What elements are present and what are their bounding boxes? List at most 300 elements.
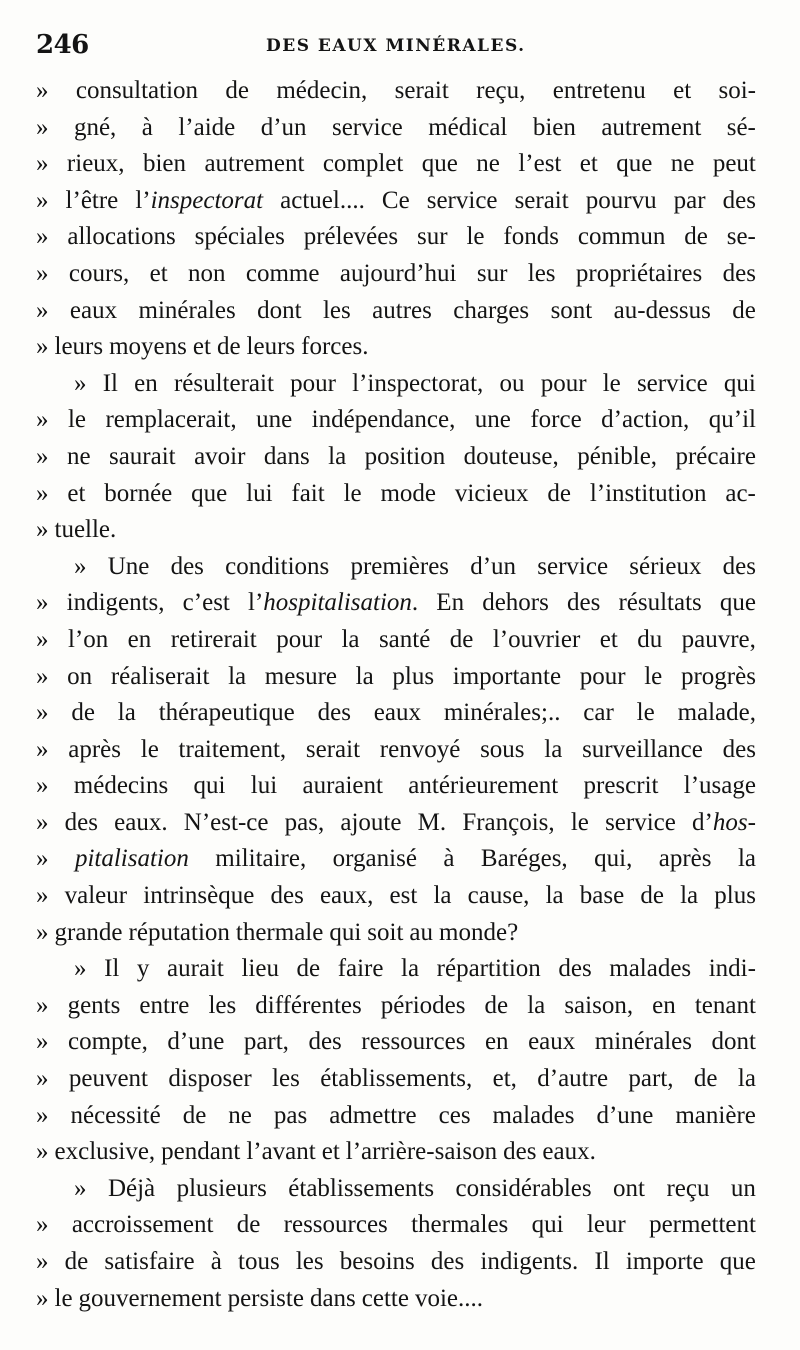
word-part: et,	[492, 1065, 517, 1093]
word-part: et	[149, 259, 168, 287]
word	[109, 333, 187, 361]
word	[36, 297, 49, 325]
word	[671, 150, 695, 178]
word	[684, 772, 756, 800]
text-line	[36, 845, 756, 882]
word-part: réaliserait	[110, 662, 210, 690]
word	[36, 882, 49, 910]
word	[422, 150, 458, 178]
word-part: établissements	[288, 1174, 435, 1202]
word	[731, 1175, 756, 1203]
word-part: après	[68, 735, 121, 763]
word-part: thermale	[235, 918, 324, 946]
word-part: à	[141, 113, 153, 141]
word	[211, 1248, 222, 1276]
word-part: gouvernement	[78, 1284, 222, 1312]
word-part: prélevées	[303, 223, 399, 251]
word	[36, 809, 49, 837]
word-part: les	[322, 296, 351, 324]
word-part: la	[737, 845, 756, 873]
word-part: »	[36, 516, 49, 544]
word	[476, 150, 500, 178]
word	[171, 553, 204, 581]
word	[108, 553, 150, 581]
word-part: la	[680, 882, 699, 910]
word	[36, 480, 49, 508]
word-part: résultats	[618, 589, 702, 617]
word-part: militaire,	[215, 845, 307, 873]
word	[738, 845, 756, 873]
word	[308, 1028, 341, 1056]
word	[533, 114, 576, 142]
word-part: la	[328, 442, 347, 470]
word	[194, 443, 245, 471]
word-part: comme	[245, 259, 320, 287]
word-part: eaux	[373, 699, 421, 727]
word-part: le	[54, 1284, 73, 1312]
word-part: que	[616, 150, 653, 178]
word	[605, 809, 676, 837]
word-part: service	[426, 186, 498, 214]
word	[179, 736, 287, 764]
word	[195, 223, 285, 251]
word-part: établissements,	[320, 1065, 473, 1093]
word	[395, 77, 449, 105]
word-part: la	[544, 735, 563, 763]
word	[36, 1285, 49, 1313]
word-part: lieu	[241, 955, 279, 983]
word	[365, 443, 446, 471]
word	[36, 699, 49, 727]
word-part: »	[36, 845, 49, 873]
word	[659, 845, 712, 873]
word	[265, 663, 337, 691]
word-part: après	[658, 845, 712, 873]
word-part: »	[36, 186, 49, 214]
word	[450, 626, 474, 654]
word	[55, 333, 104, 361]
word-part: plus	[714, 882, 756, 910]
word-part: en	[134, 369, 158, 397]
word-part: que	[719, 1248, 756, 1275]
word-part: médecin,	[276, 77, 368, 104]
word	[541, 370, 587, 398]
word-part: service	[605, 808, 676, 836]
word	[183, 589, 230, 617]
word	[236, 919, 323, 947]
word	[714, 882, 756, 910]
word	[114, 809, 167, 837]
word-part: les	[295, 1248, 324, 1275]
word-part: ne	[228, 1101, 252, 1129]
word-part: »	[74, 955, 87, 983]
word	[150, 260, 168, 288]
word	[74, 370, 87, 398]
word	[167, 1028, 224, 1056]
word	[614, 297, 711, 325]
word-part: cette	[361, 1284, 409, 1312]
word	[681, 663, 756, 691]
word	[225, 553, 329, 581]
word-part: thérapeutique	[158, 699, 295, 727]
word	[55, 919, 123, 947]
italic-word: hospitalisation	[263, 589, 412, 617]
word-part: un	[730, 1174, 756, 1202]
word-part: indigents,	[66, 589, 165, 617]
word-part: »	[36, 113, 49, 141]
word-part: de	[640, 882, 664, 910]
word-part: de	[225, 77, 250, 104]
word	[692, 809, 756, 837]
word	[79, 1285, 222, 1313]
word-part: ont	[613, 1174, 645, 1202]
word	[392, 663, 434, 691]
word	[246, 480, 272, 508]
word	[637, 699, 655, 727]
word	[537, 1065, 608, 1093]
word	[68, 1028, 148, 1056]
word	[680, 882, 698, 910]
word	[55, 1285, 73, 1313]
word-part: les	[208, 991, 237, 1019]
word	[609, 955, 691, 983]
word-part: charges	[453, 296, 530, 324]
word-part: bien	[142, 150, 187, 178]
word	[244, 1028, 289, 1056]
word-part: reçu	[666, 1174, 710, 1202]
text-line	[36, 736, 756, 773]
word	[70, 297, 117, 325]
word-part: »	[36, 1065, 49, 1093]
word	[558, 955, 591, 983]
word-part: entretenu	[552, 77, 646, 104]
word	[684, 223, 708, 251]
word-part: qui	[193, 772, 226, 800]
word-part: fonds	[503, 223, 559, 251]
word-part: grande	[54, 918, 123, 946]
word-part: »	[74, 369, 87, 397]
word	[328, 443, 346, 471]
word-part: antérieurement	[408, 772, 559, 800]
word-part: et	[599, 625, 618, 653]
word	[36, 1028, 49, 1056]
word-part: dans	[309, 1284, 356, 1312]
word	[135, 187, 263, 215]
word	[637, 370, 708, 398]
word	[723, 736, 756, 764]
italic-word: inspectorat	[150, 186, 264, 214]
word	[55, 1138, 156, 1166]
word-part: d’autre	[537, 1065, 609, 1093]
word	[431, 1248, 464, 1276]
word-part: aujourd’hui	[339, 259, 457, 287]
word-part: »	[36, 150, 49, 178]
text-line	[36, 1028, 756, 1065]
word	[580, 663, 626, 691]
text-line	[36, 955, 756, 992]
word-part: d’un	[260, 113, 307, 141]
word	[485, 1028, 509, 1056]
word	[143, 882, 254, 910]
word	[340, 260, 457, 288]
word-part: »	[36, 406, 49, 434]
word	[74, 114, 116, 142]
word	[350, 553, 449, 581]
word	[725, 480, 756, 508]
word-part: des	[566, 589, 601, 617]
word-part: dans	[263, 442, 310, 470]
word-part: spéciales	[194, 223, 285, 251]
word-part: le	[67, 406, 86, 434]
word-part: conditions	[225, 552, 330, 580]
word-part: qu’il	[708, 406, 756, 434]
word	[74, 1175, 87, 1203]
word-part: »	[36, 333, 49, 361]
word	[184, 809, 269, 837]
word	[649, 1211, 756, 1239]
word	[36, 150, 49, 178]
word-part: organisé	[332, 845, 417, 873]
word	[482, 589, 549, 617]
word-part: »	[36, 1248, 49, 1275]
word	[36, 114, 49, 142]
word	[301, 333, 368, 361]
word-part: pour	[290, 369, 336, 397]
word	[291, 480, 324, 508]
word-part: »	[36, 808, 49, 836]
word	[251, 772, 277, 800]
word	[356, 663, 374, 691]
text-line	[36, 223, 756, 260]
word	[36, 589, 49, 617]
word-part: retirerait	[170, 625, 257, 653]
word-part: que	[421, 150, 458, 178]
word	[74, 772, 168, 800]
word-part: la	[355, 662, 374, 690]
word	[362, 1285, 409, 1313]
word	[302, 772, 383, 800]
word	[596, 1102, 653, 1130]
word-part: des	[170, 552, 204, 580]
word-part: auraient	[302, 772, 383, 800]
word	[567, 589, 600, 617]
word	[36, 736, 49, 764]
word	[480, 1248, 578, 1276]
word	[129, 919, 230, 947]
word	[255, 992, 361, 1020]
word-part: est	[389, 882, 418, 910]
word-part: à	[443, 845, 455, 873]
text-line	[36, 1248, 756, 1285]
word-part: »	[36, 1101, 49, 1129]
word-part: traitement,	[178, 735, 287, 763]
word-part: l’inspectorat,	[352, 369, 484, 397]
word	[238, 1248, 280, 1276]
word	[76, 77, 198, 105]
word-part: des	[722, 552, 756, 580]
text-line	[36, 370, 756, 407]
word	[439, 1102, 471, 1130]
word-part: ne	[476, 150, 500, 178]
word	[67, 443, 91, 471]
word	[55, 516, 117, 544]
word	[695, 992, 756, 1020]
word	[111, 663, 210, 691]
running-head: DES EAUX MINÉRALES.	[266, 36, 526, 56]
word-part: serait	[305, 735, 361, 763]
word-part: le	[602, 369, 621, 397]
word-part: leurs	[246, 333, 296, 361]
word-part: M.	[417, 808, 447, 836]
word	[475, 406, 511, 434]
text-line	[36, 1285, 756, 1322]
word	[644, 663, 662, 691]
page-header	[36, 30, 766, 70]
word-part: la	[341, 625, 360, 653]
word-part: aurait	[166, 955, 224, 983]
word-part: l’est	[518, 150, 562, 178]
word-part: l’avant	[246, 1138, 316, 1166]
word-part: par	[673, 186, 706, 214]
word-part: au-dessus	[613, 296, 711, 324]
word-part: »	[36, 296, 49, 324]
word	[374, 699, 421, 727]
word-part: gents	[67, 991, 121, 1019]
word	[418, 809, 446, 837]
word-part: renvoyé	[379, 735, 461, 763]
word	[74, 553, 87, 581]
word-part: d’action,	[601, 406, 690, 434]
word-part: voie....	[414, 1284, 483, 1312]
word-part: tous	[238, 1248, 280, 1275]
word	[329, 919, 361, 947]
word-part: dehors	[482, 589, 549, 617]
word	[143, 150, 186, 178]
word-part: une	[474, 406, 511, 434]
word	[270, 882, 303, 910]
word	[720, 1248, 756, 1276]
word	[306, 736, 360, 764]
word	[720, 589, 756, 617]
word	[177, 1175, 267, 1203]
word	[105, 406, 236, 434]
word	[68, 406, 86, 434]
word-part: »	[36, 442, 49, 470]
word	[468, 882, 530, 910]
text-line	[36, 297, 756, 334]
word-part: Il	[102, 369, 118, 397]
word-part: actuel....	[280, 186, 365, 214]
word-part: ressources	[361, 1028, 466, 1056]
word	[518, 150, 561, 178]
word-part: sur	[417, 223, 448, 251]
word-part: qui	[329, 918, 362, 946]
word-part: le	[636, 699, 655, 727]
word-part: part,	[243, 1028, 289, 1056]
word-part: »	[36, 77, 49, 104]
word	[237, 1211, 261, 1239]
word-part: moyens	[109, 333, 187, 361]
word-part: avoir	[194, 442, 246, 470]
word-part: c’est	[182, 589, 230, 617]
word	[476, 77, 525, 105]
text-line	[36, 992, 756, 1029]
word	[600, 626, 618, 654]
word	[652, 992, 676, 1020]
word-part: pas	[273, 1101, 308, 1129]
word	[65, 1248, 89, 1276]
word-part: force	[530, 406, 582, 434]
word-part: saurait	[108, 442, 176, 470]
word	[36, 406, 49, 434]
word	[503, 1138, 536, 1166]
word	[666, 1175, 709, 1203]
word	[36, 992, 49, 1020]
word-part: »	[36, 1138, 49, 1166]
word-part: remplacerait,	[105, 406, 237, 434]
word	[709, 406, 756, 434]
word	[274, 1102, 307, 1130]
word-part: y	[136, 955, 150, 983]
word-part: au	[409, 918, 434, 946]
word-part: de	[64, 1248, 89, 1275]
word	[675, 443, 755, 471]
word	[571, 809, 589, 837]
word-part: »	[36, 882, 49, 910]
word	[65, 809, 98, 837]
word-part: Déjà	[107, 1174, 156, 1202]
word	[723, 187, 756, 215]
word	[673, 77, 691, 105]
word-part: l’arrière-saison	[345, 1138, 498, 1166]
word	[616, 150, 652, 178]
word	[694, 1065, 718, 1093]
word	[36, 260, 49, 288]
word	[322, 1138, 340, 1166]
word	[68, 626, 108, 654]
word-part: la	[401, 955, 420, 983]
text-line	[36, 480, 756, 517]
word-part: position	[364, 442, 446, 470]
word	[137, 955, 150, 983]
word-part: d’	[692, 808, 713, 836]
word-part: vicieux	[454, 479, 529, 507]
word	[36, 919, 49, 947]
word-part: »	[36, 1284, 49, 1312]
word-part: indépendance,	[311, 406, 456, 434]
word	[141, 736, 159, 764]
word	[296, 1248, 324, 1276]
word	[444, 699, 561, 727]
word-part: non	[188, 259, 226, 287]
word	[183, 1102, 207, 1130]
word-part: N’est-ce	[183, 808, 269, 836]
word	[629, 553, 701, 581]
word-part: de	[449, 625, 474, 653]
word	[215, 845, 306, 873]
word	[601, 406, 689, 434]
word-part: de	[732, 296, 756, 324]
word	[108, 1175, 155, 1203]
word-part: et	[321, 1138, 340, 1166]
word	[341, 626, 359, 654]
word-part: entre	[139, 991, 190, 1019]
word-part: réputation	[128, 918, 230, 946]
text-line	[36, 187, 756, 224]
word-part: »	[36, 918, 49, 946]
word	[401, 955, 419, 983]
word-part: indi-	[708, 955, 756, 983]
